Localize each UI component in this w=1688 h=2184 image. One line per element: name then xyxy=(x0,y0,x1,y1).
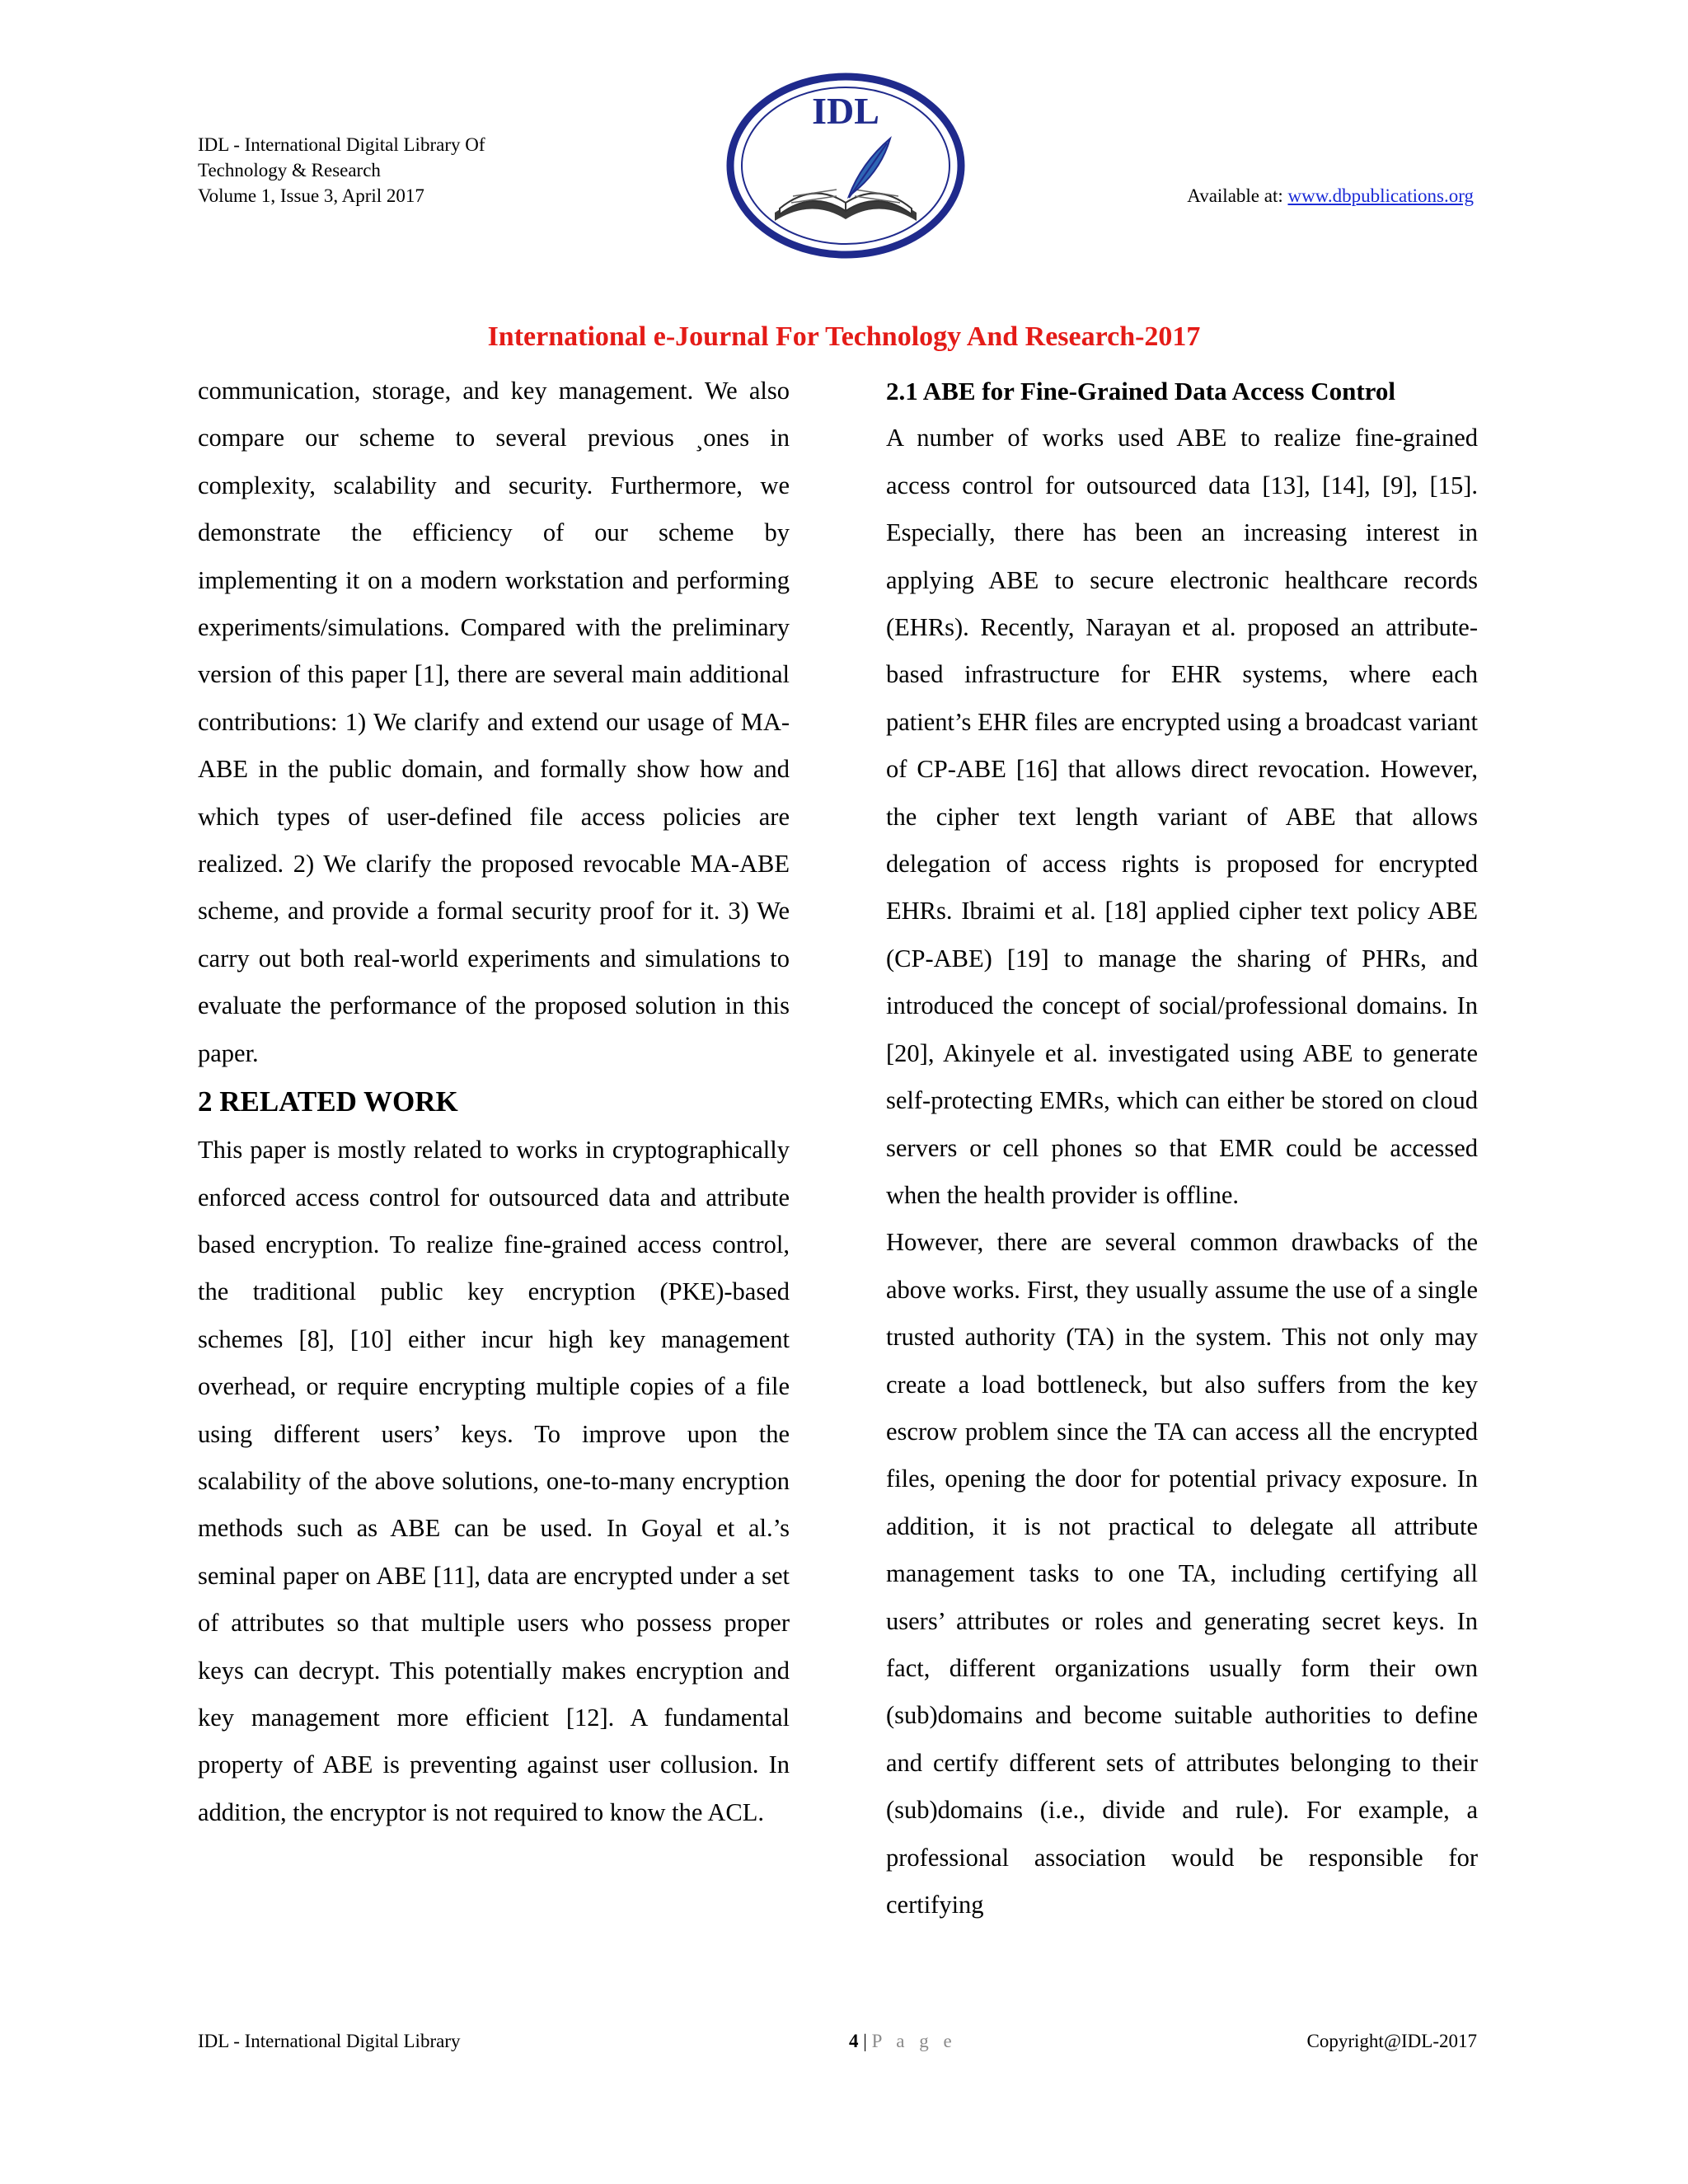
availability xyxy=(1187,183,1474,209)
publisher-line-1: IDL - International Digital Library Of xyxy=(198,134,485,155)
publisher-url-link[interactable]: www.dbpublications.org xyxy=(1287,185,1474,206)
right-column xyxy=(886,368,1478,1929)
abe-paragraph-2: However, there are several common drawbacks of the above works. First, they usually assume the use of a single trusted authority (TA) in the system. This not only may create a load bottleneck, but also suffers from the key escrow problem since the TA can access all the encrypted files, opening the door for potential privacy exposure. In addition, it is not practical to delegate all attribute management tasks to one TA, including certifying all users’ attributes or roles and generating secret keys. In fact, different organizations usually form their own (sub)domains and become suitable authorities to define and certify different sets of attributes belonging to their (sub)domains (i.e., divide and rule). For example, a professional association would be responsible for certifying xyxy=(886,1228,1478,1919)
footer-copyright: Copyright@IDL-2017 xyxy=(1306,2031,1477,2051)
publisher-info xyxy=(198,132,485,209)
page-word: P a g e xyxy=(871,2031,957,2051)
volume-issue: Volume 1, Issue 3, April 2017 xyxy=(198,185,424,206)
abe-paragraph-1: A number of works used ABE to realize fine-grained access control for outsourced data [13], [14], [9], [15]. Especially, there has been an increasing interest in applying ABE to secure electronic healthcare records (EHRs). Recently, Narayan et al. proposed an attribute-based infrastructure for EHR systems, where each patient’s EHR files are encrypted using a broadcast variant of CP-ABE [16] that allows direct revocation. However, the cipher text length variant of ABE that allows delegation of access rights is proposed for encrypted EHRs. Ibraimi et al. [18] applied cipher text policy ABE (CP-ABE) [19] to manage the sharing of PHRs, and introduced the concept of social/professional domains. In [20], Akinyele et al. investigated using ABE to generate self-protecting EMRs, which can either be stored on cloud servers or cell phones so that EMR could be accessed when the health provider is offline. xyxy=(886,424,1478,1209)
available-label: Available at: xyxy=(1187,185,1288,206)
related-work-paragraph: This paper is mostly related to works in cryptographically enforced access control for outsourced data and attribute based encryption. To realize fine-grained access control, the traditional public key encryption (PKE)-based schemes [8], [10] either incur high key management overhead, or require encrypting multiple copies of a file using different users’ keys. To improve upon the scalability of the above solutions, one-to-many encryption methods such as ABE can be used. In Goyal et al.’s seminal paper on ABE [11], data are encrypted under a set of attributes so that multiple users who possess proper keys can decrypt. This potentially makes encryption and key management more efficient [12]. A fundamental property of ABE is preventing against user collusion. In addition, the encryptor is not required to know the ACL. xyxy=(198,1136,790,1826)
page-number: 4 xyxy=(849,2031,859,2051)
idl-logo xyxy=(725,73,966,259)
intro-continuation-paragraph: communication, storage, and key management. We also compare our scheme to several previous ¸ones in complexity, scalability and security. Furthermore, we demonstrate the efficiency of our scheme by implementing it on a modern workstation and performing experiments/simulations. Compared with the preliminary version of this paper [1], there are several main additional contributions: 1) We clarify and extend our usage of MA-ABE in the public domain, and formally show how and which types of user-defined file access policies are realized. 2) We clarify the proposed revocable MA-ABE scheme, and provide a formal security proof for it. 3) We carry out both real-world experiments and simulations to evaluate the performance of the proposed solution in this paper. xyxy=(198,377,790,1067)
left-column xyxy=(198,368,790,1836)
publisher-line-2: Technology & Research xyxy=(198,160,381,180)
logo-text: IDL xyxy=(812,90,879,132)
footer-publisher: IDL - International Digital Library xyxy=(198,2031,461,2051)
page-separator: | xyxy=(858,2031,872,2051)
subsection-heading-abe: 2.1 ABE for Fine-Grained Data Access Control xyxy=(886,377,1395,405)
journal-title: International e-Journal For Technology And Research-2017 xyxy=(487,321,1201,352)
footer-page-number xyxy=(849,2029,957,2054)
section-heading-related-work: 2 RELATED WORK xyxy=(198,1085,458,1118)
